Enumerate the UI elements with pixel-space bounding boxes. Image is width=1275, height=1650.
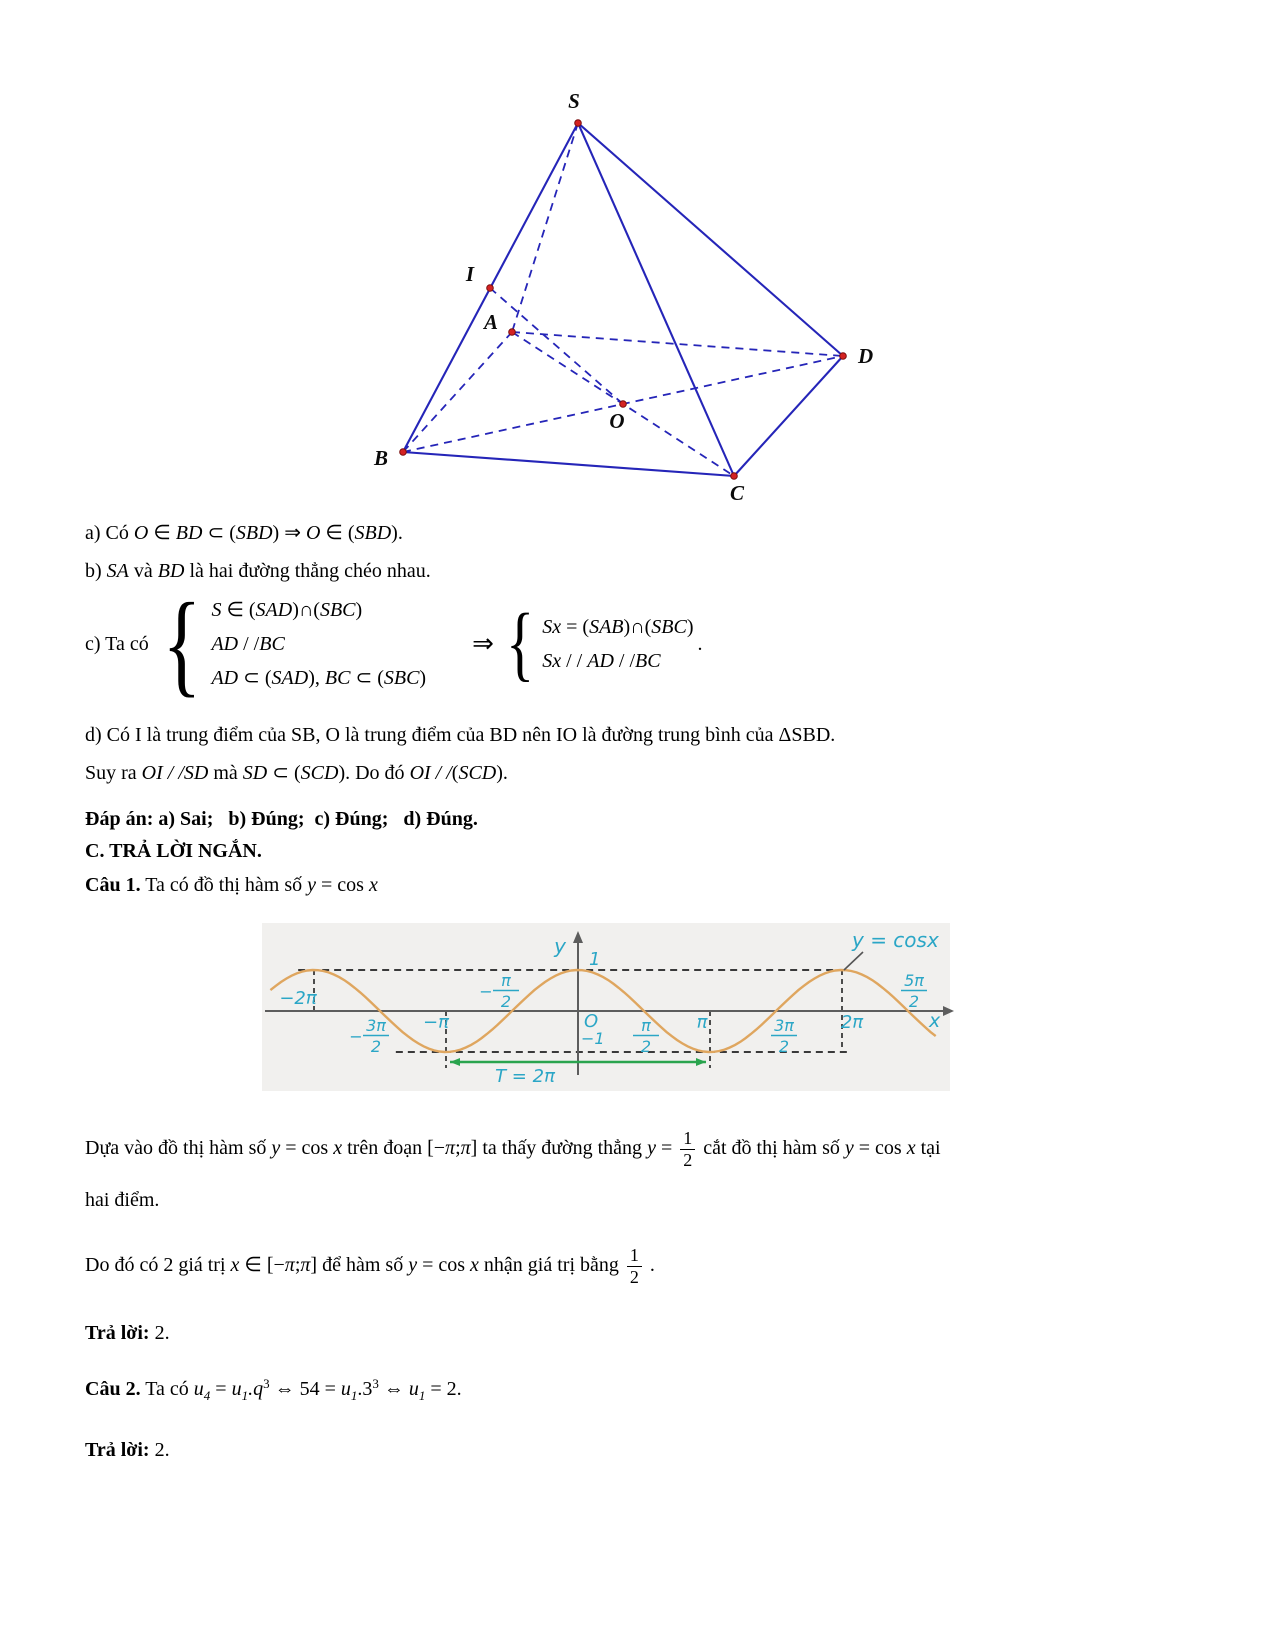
pyramid-figure: [350, 80, 910, 510]
solution-line-b: b) SA và BD là hai đường thẳng chéo nhau.: [85, 560, 431, 582]
left-brace: {: [162, 580, 202, 708]
c-right-line: Sx / / AD / /BC: [542, 650, 661, 673]
explanation-line-1: Dựa vào đồ thị hàm số y = cos x trên đoạn [−π;π] ta thấy đường thẳng y = $\frac{1}{2}$ cắt đồ thị hàm số y = cos x tại: [85, 1128, 941, 1170]
svg-text:π: π: [641, 1016, 651, 1035]
section-heading-short-answer: C. TRẢ LỜI NGẮN.: [85, 840, 262, 862]
cos-graph: [255, 885, 955, 1100]
vertex-label-I: I: [465, 262, 474, 286]
c-period: .: [697, 633, 703, 655]
svg-text:2: 2: [908, 992, 920, 1011]
vertex-label-C: C: [729, 481, 745, 505]
explanation-line-3: Do đó có 2 giá trị x ∈ [−π;π] để hàm số y = cos x nhận giá trị bằng $\frac{1}{2}$ .: [85, 1245, 655, 1287]
svg-text:x: x: [929, 1010, 941, 1032]
c-prefix: c) Ta có: [85, 633, 154, 655]
svg-text:y: y: [554, 934, 566, 958]
svg-text:T = 2π: T = 2π: [495, 1066, 555, 1087]
svg-text:2: 2: [370, 1037, 382, 1056]
svg-text:2π: 2π: [840, 1012, 864, 1033]
svg-text:π: π: [696, 1012, 708, 1033]
svg-text:−π: −π: [423, 1012, 449, 1033]
curve-title: y = cosx: [852, 928, 939, 952]
svg-text:2: 2: [778, 1037, 790, 1056]
svg-text:−2π: −2π: [279, 988, 317, 1009]
vertex-label-O: O: [609, 409, 625, 433]
solution-line-c: [85, 580, 703, 708]
answer-summary: Đáp án: a) Sai; b) Đúng; c) Đúng; d) Đúng.: [85, 808, 478, 830]
solution-line-a: a) Có O ∈ BD ⊂ (SBD) ⇒ O ∈ (SBD).: [85, 522, 403, 544]
vertex-label-A: A: [483, 310, 498, 334]
c-right-line: Sx = (SAB)∩(SBC): [542, 615, 694, 638]
vertex-label-S: S: [568, 89, 580, 113]
question-1: Câu 1. Ta có đồ thị hàm số y = cos x: [85, 874, 378, 896]
svg-text:2: 2: [640, 1037, 652, 1056]
c-left-line: AD ⊂ (SAD), BC ⊂ (SBC): [211, 667, 427, 690]
c-right-system: [542, 614, 693, 675]
svg-text:−: −: [349, 1027, 363, 1046]
vertex-label-B: B: [373, 446, 388, 470]
svg-text:5π: 5π: [904, 971, 924, 990]
explanation-line-2: hai điểm.: [85, 1189, 160, 1211]
answer-2: Trả lời: 2.: [85, 1439, 170, 1461]
answer-1: Trả lời: 2.: [85, 1322, 170, 1344]
svg-text:1: 1: [589, 949, 601, 970]
svg-text:π: π: [501, 971, 511, 990]
svg-text:O: O: [584, 1011, 599, 1032]
implies-arrow: ⇒: [472, 629, 494, 659]
c-left-line: S ∈ (SAD)∩(SBC): [211, 598, 363, 621]
right-brace: {: [505, 597, 535, 691]
svg-text:3π: 3π: [774, 1016, 794, 1035]
solution-line-d: d) Có I là trung điểm của SB, O là trung điểm của BD nên IO là đường trung bình của ΔSBD.: [85, 724, 836, 746]
svg-text:3π: 3π: [366, 1016, 386, 1035]
question-2: Câu 2. Ta có $u_4 = u_1.q^3$ ⇔ $54 = u_1.3^3$ ⇔ $u_1 = 2$.: [85, 1376, 462, 1403]
svg-text:−1: −1: [581, 1029, 605, 1048]
c-left-line: AD / /BC: [211, 633, 285, 655]
svg-text:−: −: [479, 982, 493, 1001]
vertex-label-D: D: [858, 344, 874, 368]
c-left-system: [211, 597, 426, 692]
svg-text:2: 2: [500, 992, 512, 1011]
solution-line-suyra: Suy ra OI / /SD mà SD ⊂ (SCD). Do đó OI / /(SCD).: [85, 762, 508, 784]
